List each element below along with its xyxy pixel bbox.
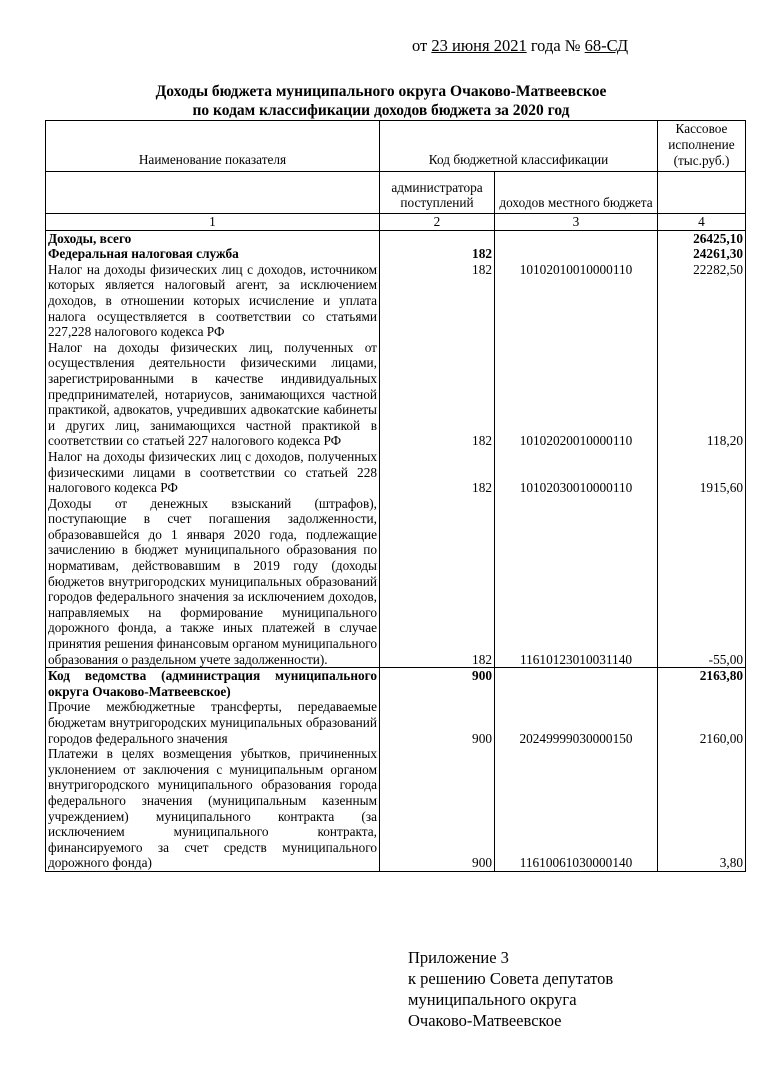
subheader-row [46, 172, 746, 214]
row-amount: 22282,50 [658, 262, 746, 340]
dept-amount: 2163,80 [658, 668, 746, 700]
col-name-header: Наименование показателя [46, 121, 380, 172]
total-label: Доходы, всего [46, 230, 380, 246]
row-name: Налог на доходы физических лиц, полученных от осуществления деятельности физическими лицами, зарегистрированными в качестве индивидуальных предпринимателей, нотариусов, занимающихся частной практикой, адвокатов, учредивших адвокатские кабинеты и других лиц, занимающихся частной практикой в соответствии со статьей 227 налогового кодекса РФ [46, 340, 380, 449]
row-amount: 1915,60 [658, 449, 746, 496]
appendix-line-1: Приложение 3 [408, 948, 509, 967]
appendix-line-3: муниципального округа [408, 990, 577, 1009]
decision-number: 68-СД [584, 36, 629, 55]
table-row [46, 699, 746, 746]
row-name: Платежи в целях возмещения убытков, причиненных уклонением от заключения с муниципальным органом внутригородского муниципального образования города федерального значения (муниципальным казенным учреждением) муниципального контракта (за исключением муниципального контракта, финансируемого за счет средств муниципального дорожного фонда) [46, 746, 380, 871]
header-row [46, 121, 746, 172]
row-code: 11610061030000140 [495, 746, 658, 871]
fns-label: Федеральная налоговая служба [46, 246, 380, 262]
row-amount: 2160,00 [658, 699, 746, 746]
dept-label: Код ведомства (администрация муниципального округа Очаково-Матвеевское) [46, 668, 380, 700]
decision-date: 23 июня 2021 [431, 36, 527, 55]
fns-amount: 24261,30 [658, 246, 746, 262]
row-admin: 900 [380, 746, 495, 871]
table-row [46, 449, 746, 496]
table-row [46, 496, 746, 668]
row-code: 11610123010031140 [495, 496, 658, 668]
document-title-line-2: по кодам классификации доходов бюджета за 2020 год [192, 102, 570, 119]
ref-middle: года № [526, 36, 585, 55]
row-admin: 182 [380, 262, 495, 340]
col-num-1: 1 [46, 214, 380, 231]
decision-reference [412, 36, 628, 56]
row-code: 10102020010000110 [495, 340, 658, 449]
table-row [46, 340, 746, 449]
document-title-line-1: Доходы бюджета муниципального округа Очаково-Матвеевское [155, 83, 607, 100]
table-row [46, 246, 746, 262]
row-name: Налог на доходы физических лиц с доходов, полученных физическими лицами в соответствии со статьей 228 налогового кодекса РФ [46, 449, 380, 496]
col-local-header: доходов местного бюджета [495, 172, 658, 214]
row-name: Прочие межбюджетные трансферты, передаваемые бюджетам внутригородских муниципальных образований городов федерального значения [46, 699, 380, 746]
ref-prefix: от [412, 36, 432, 55]
fns-admin: 182 [380, 246, 495, 262]
row-admin: 182 [380, 496, 495, 668]
col-num-2: 2 [380, 214, 495, 231]
table-row [46, 746, 746, 871]
col-amount-header: Кассовое исполнение (тыс.руб.) [658, 121, 746, 172]
row-name: Доходы от денежных взысканий (штрафов), поступающие в счет погашения задолженности, образовавшейся до 1 января 2020 года, подлежащие зачислению в бюджет муниципального образования по нормативам, действовавшим в 2019 году (доходы бюджетов внутригородских муниципальных образований городов федерального значения за исключением доходов, направляемых на формирование муниципального дорожного фонда, а также иных платежей в случае принятия решения финансовым органом муниципального образования о раздельном учете задолженности). [46, 496, 380, 668]
col-num-4: 4 [658, 214, 746, 231]
row-name: Налог на доходы физических лиц с доходов, источником которых является налоговый агент, за исключением доходов, в отношении которых исчисление и уплата налога осуществляется в соответствии со статьями 227,228 налогового кодекса РФ [46, 262, 380, 340]
row-code: 10102030010000110 [495, 449, 658, 496]
row-amount: 3,80 [658, 746, 746, 871]
row-admin: 182 [380, 449, 495, 496]
col-code-header: Код бюджетной классификации [380, 121, 658, 172]
table-row [46, 230, 746, 246]
row-admin: 900 [380, 699, 495, 746]
income-table [45, 120, 746, 872]
table-row [46, 262, 746, 340]
col-num-3: 3 [495, 214, 658, 231]
row-code: 20249999030000150 [495, 699, 658, 746]
appendix-note [408, 947, 613, 1031]
appendix-line-2: к решению Совета депутатов [408, 969, 614, 988]
row-code: 10102010010000110 [495, 262, 658, 340]
row-amount: -55,00 [658, 496, 746, 668]
table-row [46, 668, 746, 700]
total-amount: 26425,10 [658, 230, 746, 246]
dept-admin: 900 [380, 668, 495, 700]
column-number-row [46, 214, 746, 231]
appendix-line-4: Очаково-Матвеевское [408, 1011, 562, 1030]
row-amount: 118,20 [658, 340, 746, 449]
row-admin: 182 [380, 340, 495, 449]
col-admin-header: администратора поступлений [380, 172, 495, 214]
